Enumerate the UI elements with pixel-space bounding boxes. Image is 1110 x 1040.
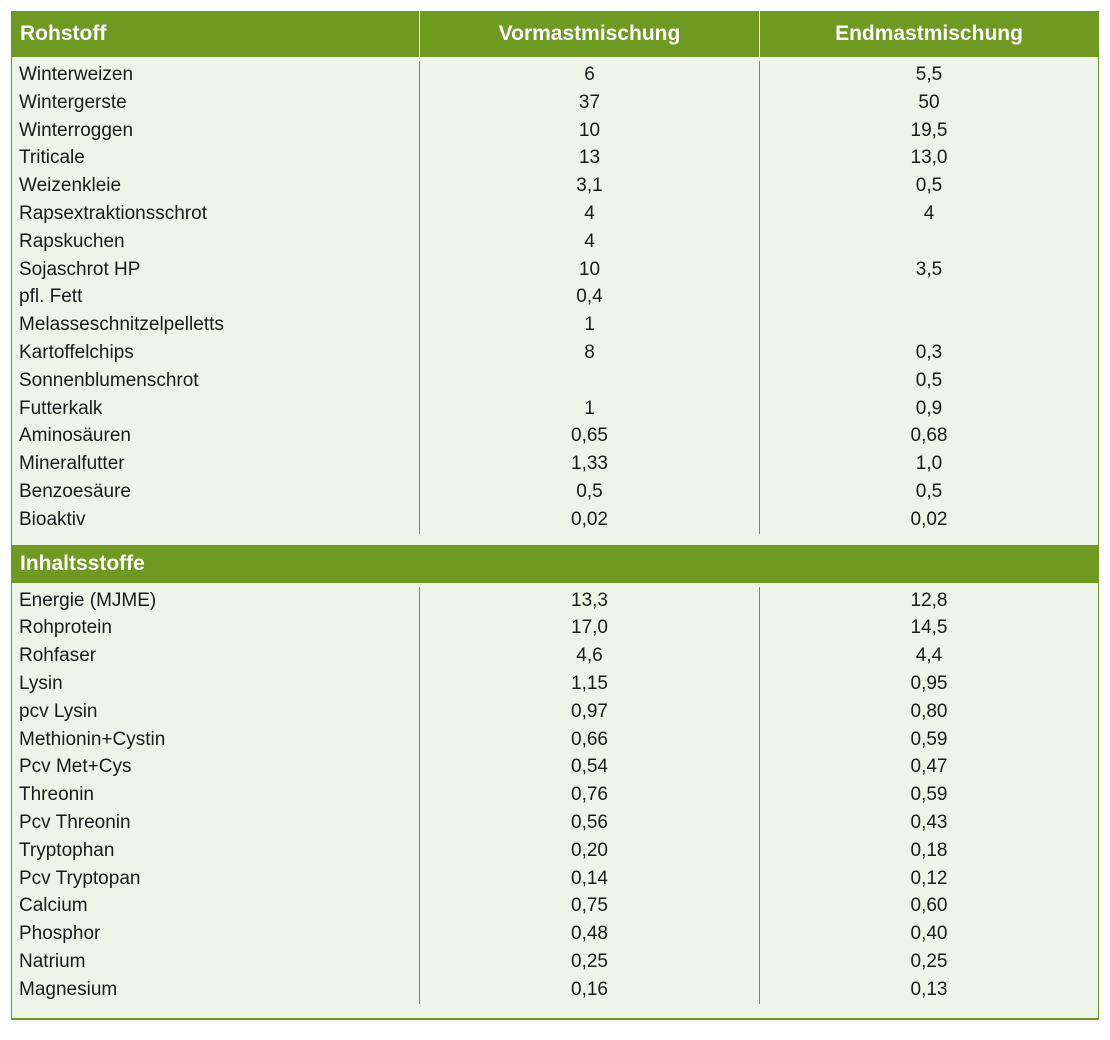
- row-endmast-value: 13,0: [910, 147, 948, 169]
- row-name: Futterkalk: [19, 397, 103, 419]
- rohstoffe-section: [12, 57, 1098, 545]
- row-vormast-value: 10: [578, 258, 601, 280]
- row-vormast-value: 0,20: [571, 839, 608, 861]
- inhaltsstoffe-section: [12, 583, 1098, 1018]
- row-vormast-value: 8: [584, 341, 595, 363]
- row-name: Pcv Met+Cys: [19, 756, 132, 778]
- section-header-inhaltsstoffe: Inhaltsstoffe: [12, 545, 1098, 583]
- row-name: Phosphor: [19, 923, 101, 945]
- row-endmast-value: 12,8: [910, 589, 948, 611]
- row-endmast-value: 0,59: [910, 784, 948, 806]
- row-vormast-value: 1,15: [571, 672, 608, 694]
- row-name: Pcv Threonin: [19, 811, 131, 833]
- row-vormast-value: 6: [584, 64, 595, 85]
- row-vormast-value: 13,3: [571, 589, 608, 611]
- row-vormast-value: 0,4: [576, 286, 603, 308]
- row-name: Magnesium: [19, 978, 118, 1000]
- row-vormast-value: 0,25: [571, 950, 608, 972]
- row-vormast-value: 0,5: [576, 480, 603, 502]
- row-endmast-value: 0,5: [915, 480, 943, 502]
- row-name: Energie (MJME): [19, 589, 157, 611]
- row-vormast-value: 10: [578, 119, 601, 141]
- row-name: Winterweizen: [19, 64, 134, 85]
- row-name: Pcv Tryptopan: [19, 867, 141, 889]
- row-endmast-value: 4,4: [915, 645, 943, 667]
- row-endmast-value: [760, 311, 1098, 339]
- row-vormast-value: 0,97: [571, 700, 608, 722]
- row-endmast-value: 0,43: [910, 811, 948, 833]
- row-endmast-value: 0,40: [910, 923, 948, 945]
- row-name: Rohprotein: [19, 617, 112, 639]
- row-endmast-value: 0,68: [910, 425, 948, 447]
- row-endmast-value: 0,60: [910, 895, 948, 917]
- row-name: Rohfaser: [19, 645, 97, 667]
- row-name: Winterroggen: [19, 119, 134, 141]
- inhaltsstoff-vormast-column: [420, 587, 760, 1004]
- row-name: Methionin+Cystin: [19, 728, 166, 750]
- row-vormast-value: 17,0: [571, 617, 608, 639]
- row-endmast-value: 0,12: [910, 867, 948, 889]
- row-vormast-value: 1,33: [571, 453, 608, 475]
- row-name: Rapsextraktionsschrot: [19, 202, 207, 224]
- rohstoff-endmast-column: [760, 61, 1098, 534]
- row-name: Weizenkleie: [19, 175, 122, 197]
- row-endmast-value: 3,5: [915, 258, 943, 280]
- row-vormast-value: 0,76: [571, 784, 608, 806]
- row-endmast-value: 0,18: [910, 839, 948, 861]
- row-endmast-value: 0,80: [910, 700, 948, 722]
- row-endmast-value: 19,5: [910, 119, 948, 141]
- row-vormast-value: 0,65: [571, 425, 608, 447]
- row-vormast-value: 13: [578, 147, 601, 169]
- row-name: pcv Lysin: [19, 700, 98, 722]
- feed-table: [11, 11, 1099, 1020]
- inhaltsstoff-endmast-column: [760, 587, 1098, 1004]
- row-endmast-value: 0,13: [910, 978, 948, 1000]
- header-rohstoff: Rohstoff: [12, 11, 420, 57]
- row-name: pfl. Fett: [19, 286, 83, 308]
- row-name: Aminosäuren: [19, 425, 131, 447]
- row-vormast-value: 3,1: [576, 175, 603, 197]
- row-vormast-value: 0,66: [571, 728, 608, 750]
- row-endmast-value: [760, 283, 1098, 311]
- row-name: Bioaktiv: [19, 508, 86, 530]
- row-name: Natrium: [19, 950, 86, 972]
- row-name: Lysin: [19, 672, 63, 694]
- row-endmast-value: 0,5: [915, 369, 943, 391]
- row-name: Melasseschnitzelpelletts: [19, 314, 224, 336]
- rohstoff-vormast-column: [420, 61, 760, 534]
- row-endmast-value: 0,02: [910, 508, 948, 530]
- row-endmast-value: 50: [918, 91, 940, 113]
- row-vormast-value: 0,75: [571, 895, 608, 917]
- row-name: Sonnenblumenschrot: [19, 369, 199, 391]
- row-endmast-value: 1,0: [915, 453, 943, 475]
- row-endmast-value: 0,5: [915, 175, 943, 197]
- row-endmast-value: 0,25: [910, 950, 948, 972]
- row-vormast-value: 1: [584, 314, 595, 336]
- row-name: Triticale: [19, 147, 85, 169]
- row-endmast-value: 0,47: [910, 756, 948, 778]
- row-endmast-value: 0,95: [910, 672, 948, 694]
- row-name: Calcium: [19, 895, 88, 917]
- row-endmast-value: 0,3: [915, 341, 943, 363]
- row-endmast-value: 5,5: [915, 64, 943, 85]
- row-name: Sojaschrot HP: [19, 258, 141, 280]
- header-endmastmischung: Endmastmischung: [835, 22, 1023, 45]
- row-endmast-value: 4: [923, 202, 935, 224]
- row-vormast-value: 4: [584, 230, 595, 252]
- row-name: Benzoesäure: [19, 480, 131, 502]
- row-vormast-value: 0,54: [571, 756, 608, 778]
- row-vormast-value: 4: [584, 202, 595, 224]
- row-name: Kartoffelchips: [19, 341, 134, 363]
- row-vormast-value: 0,02: [571, 508, 608, 530]
- row-name: Wintergerste: [19, 91, 127, 113]
- row-vormast-value: 0,14: [571, 867, 608, 889]
- row-name: Tryptophan: [19, 839, 115, 861]
- row-vormast-value: 1: [584, 397, 595, 419]
- row-endmast-value: 14,5: [910, 617, 948, 639]
- row-endmast-value: [760, 228, 1098, 256]
- row-vormast-value: 0,48: [571, 923, 608, 945]
- row-vormast-value: 0,56: [571, 811, 608, 833]
- row-endmast-value: 0,9: [915, 397, 943, 419]
- row-vormast-value: 4,6: [576, 645, 603, 667]
- table-header: [12, 11, 1098, 57]
- row-vormast-value: [420, 367, 759, 395]
- row-vormast-value: 37: [578, 91, 601, 113]
- header-vormastmischung: Vormastmischung: [420, 11, 760, 57]
- inhaltsstoff-name-column: [12, 587, 420, 1004]
- rohstoff-name-column: [12, 61, 420, 534]
- row-name: Mineralfutter: [19, 453, 125, 475]
- row-vormast-value: 0,16: [571, 978, 608, 1000]
- row-endmast-value: 0,59: [910, 728, 948, 750]
- row-name: Rapskuchen: [19, 230, 125, 252]
- row-name: Threonin: [19, 784, 94, 806]
